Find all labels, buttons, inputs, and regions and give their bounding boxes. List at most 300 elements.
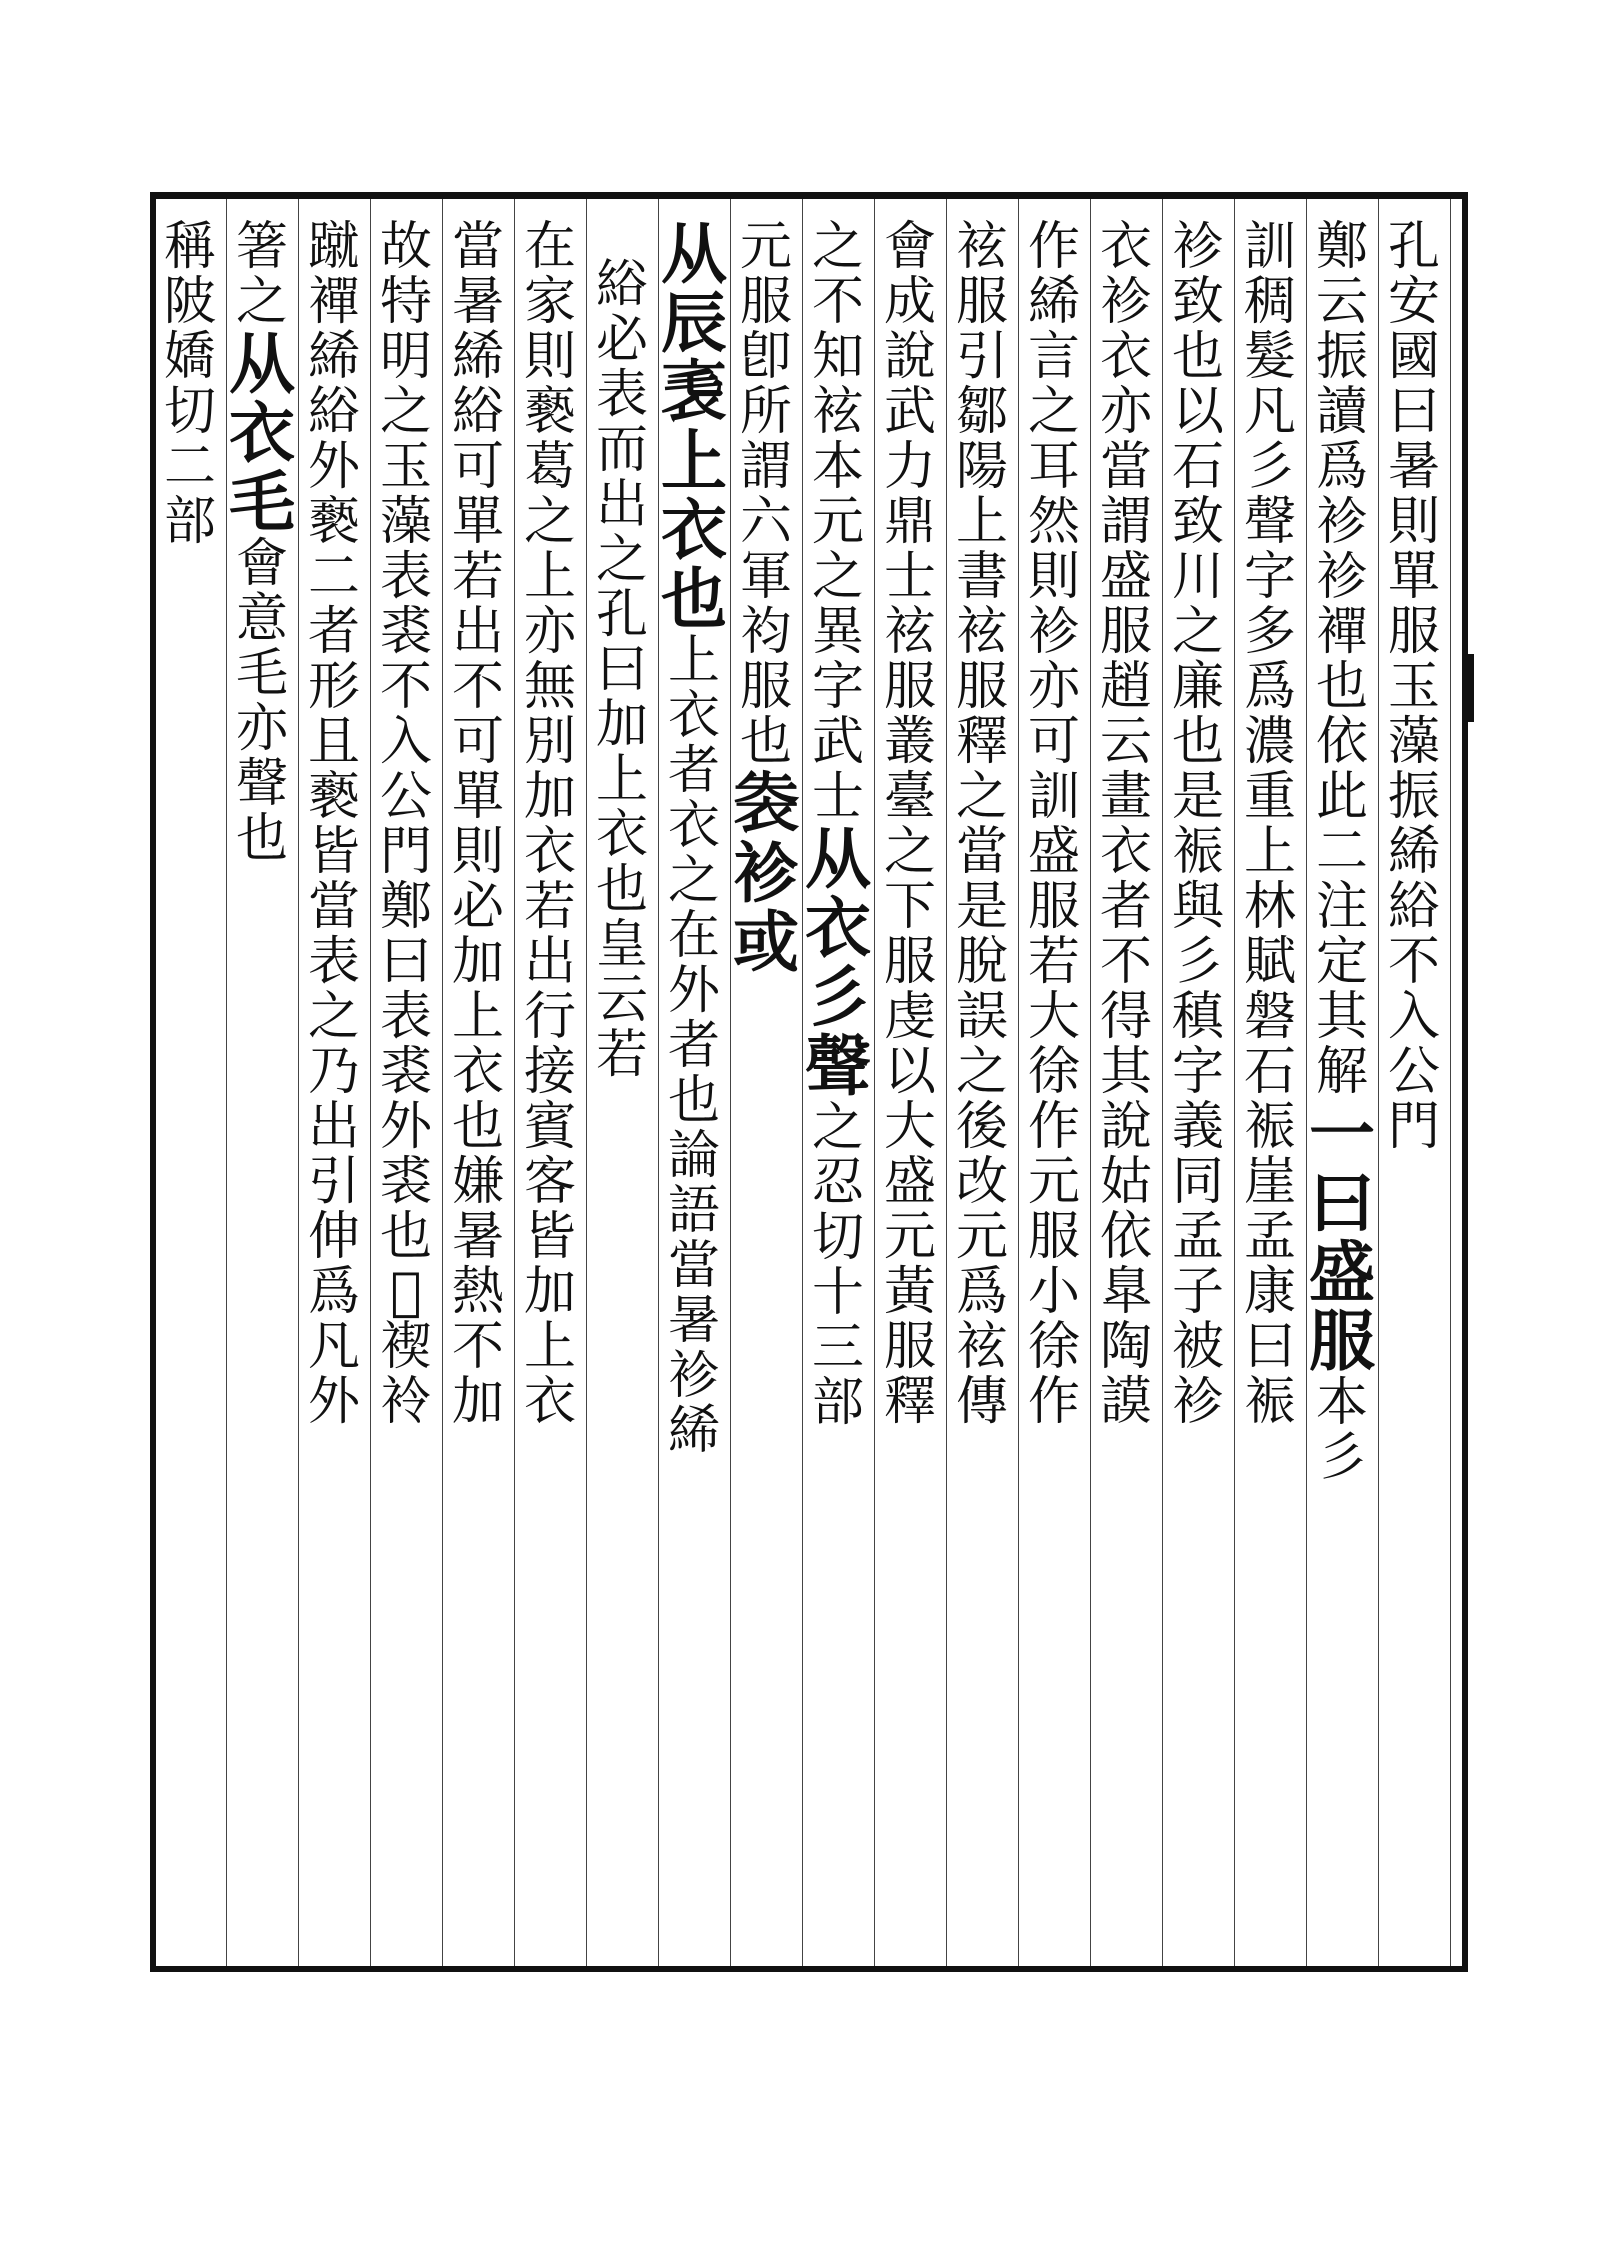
character: 此 <box>1315 767 1368 827</box>
character: 致 <box>1171 492 1224 552</box>
character: 姑 <box>1099 1152 1152 1212</box>
character: 部 <box>811 1373 864 1433</box>
character: 公 <box>1387 1042 1440 1102</box>
character: 脫 <box>955 932 1008 992</box>
character: 孟 <box>1243 1207 1296 1267</box>
character: 元 <box>955 1207 1008 1267</box>
character: 衣 <box>595 805 648 865</box>
character: 陶 <box>1099 1317 1152 1377</box>
character: 稠 <box>1243 272 1296 332</box>
character: 部 <box>163 492 216 552</box>
character: 振 <box>1315 327 1368 387</box>
column-rule <box>946 199 947 1966</box>
character: 論 <box>667 1126 720 1186</box>
character: 凡 <box>1243 382 1296 442</box>
character: 小 <box>1027 1262 1080 1322</box>
character: 公 <box>379 767 432 827</box>
character: 袊 <box>379 1372 432 1432</box>
character: 康 <box>1243 1262 1296 1322</box>
character: 表 <box>595 365 648 425</box>
character: 陽 <box>955 437 1008 497</box>
character: 袗 <box>1027 602 1080 662</box>
character: 大 <box>883 1097 936 1157</box>
character: 力 <box>883 437 936 497</box>
character: 謨 <box>1099 1372 1152 1432</box>
text-column <box>1096 217 1156 1432</box>
character: 之 <box>595 530 648 590</box>
text-column <box>1240 217 1300 1432</box>
character: 絺 <box>307 327 360 387</box>
character: 服 <box>955 657 1008 717</box>
character: 外 <box>307 1372 360 1432</box>
character: 切 <box>811 1208 864 1268</box>
character: 士 <box>883 547 936 607</box>
character: 改 <box>955 1152 1008 1212</box>
character: 袨 <box>955 217 1008 277</box>
character: 毛 <box>235 644 288 704</box>
character: 曰 <box>1309 1164 1375 1242</box>
character: 衣 <box>523 1372 576 1432</box>
character: 意 <box>235 589 288 649</box>
character: 川 <box>1171 547 1224 607</box>
character: 不 <box>451 657 504 717</box>
character: 表 <box>379 547 432 607</box>
character: 服 <box>1027 1207 1080 1267</box>
character: 石 <box>1171 437 1224 497</box>
character: 二 <box>163 437 216 497</box>
character: 之 <box>955 767 1008 827</box>
character: 之 <box>883 822 936 882</box>
character: 袗 <box>733 834 799 912</box>
character: 服 <box>1309 1302 1375 1380</box>
character: 若 <box>523 877 576 937</box>
character: 曰 <box>379 932 432 992</box>
character: 袨 <box>811 382 864 442</box>
character: 特 <box>379 272 432 332</box>
character: 下 <box>883 877 936 937</box>
character: 會 <box>235 534 288 594</box>
character: 解 <box>1315 1042 1368 1102</box>
character: 明 <box>379 327 432 387</box>
column-rule <box>298 199 299 1966</box>
character: 衣 <box>1099 327 1152 387</box>
character: 虔 <box>883 987 936 1047</box>
character: 也 <box>1171 712 1224 772</box>
character: 門 <box>1387 1097 1440 1157</box>
character: 髮 <box>1243 327 1296 387</box>
character: 聲 <box>1243 492 1296 552</box>
character: 上 <box>523 547 576 607</box>
character: 且 <box>307 712 360 772</box>
character: 者 <box>667 1016 720 1076</box>
character: 嬌 <box>163 327 216 387</box>
character: 外 <box>667 961 720 1021</box>
character: 六 <box>739 492 792 552</box>
character: 元 <box>811 492 864 552</box>
character: 爲 <box>307 1262 360 1322</box>
character: 也 <box>595 860 648 920</box>
character: 暑 <box>1387 437 1440 497</box>
character: 若 <box>451 547 504 607</box>
character: 藻 <box>1387 712 1440 772</box>
character: 接 <box>523 1042 576 1102</box>
text-column <box>448 217 508 1432</box>
character: 孔 <box>1387 217 1440 277</box>
character: 褉 <box>379 1317 432 1377</box>
character: 辰 <box>661 284 727 362</box>
character: 盛 <box>1027 822 1080 882</box>
column-rule <box>370 199 371 1966</box>
character: 是 <box>1171 767 1224 827</box>
character: 曰 <box>1387 382 1440 442</box>
character: 皆 <box>523 1207 576 1267</box>
character: 則 <box>1027 547 1080 607</box>
character: 袨 <box>955 602 1008 662</box>
character: 稹 <box>1171 987 1224 1047</box>
text-column <box>592 255 652 1085</box>
character: 絺 <box>667 1401 720 1461</box>
character: 不 <box>811 272 864 332</box>
character: 本 <box>1315 1373 1368 1433</box>
character: 袗 <box>1171 217 1224 277</box>
character: 加 <box>451 1372 504 1432</box>
character: 服 <box>1027 877 1080 937</box>
character: 孟 <box>1171 1207 1224 1267</box>
character: 裖 <box>1243 1372 1296 1432</box>
character: 賓 <box>523 1097 576 1157</box>
character: 石 <box>1243 1042 1296 1102</box>
character: 凡 <box>307 1317 360 1377</box>
character: 袨 <box>883 602 936 662</box>
character: 絺 <box>1027 272 1080 332</box>
character: 袗 <box>1315 492 1368 552</box>
character: 徐 <box>1027 1042 1080 1102</box>
character: 𧘝 <box>661 353 727 431</box>
character: 在 <box>667 906 720 966</box>
character: 孔 <box>595 585 648 645</box>
character: 注 <box>1315 877 1368 937</box>
character: 衣 <box>451 1042 504 1102</box>
character: 盛 <box>883 1152 936 1212</box>
character: 之 <box>235 272 288 332</box>
character: 皆 <box>307 822 360 882</box>
character: 義 <box>1171 1097 1224 1157</box>
character: 上 <box>451 987 504 1047</box>
character: 上 <box>661 422 727 500</box>
character: 之 <box>379 382 432 442</box>
character: 裘 <box>379 1152 432 1212</box>
character: 與 <box>1171 877 1224 937</box>
character: 單 <box>451 767 504 827</box>
character: 亦 <box>523 602 576 662</box>
character: 當 <box>955 822 1008 882</box>
text-column <box>1384 217 1444 1157</box>
character: 元 <box>739 217 792 277</box>
character: 釋 <box>883 1372 936 1432</box>
character: 上 <box>523 1317 576 1377</box>
character: 者 <box>667 741 720 801</box>
character: 臯 <box>1099 1262 1152 1322</box>
character: 袨 <box>955 1317 1008 1377</box>
character: 國 <box>1387 327 1440 387</box>
character: 也 <box>1315 657 1368 717</box>
character: 盛 <box>1309 1233 1375 1311</box>
character: 服 <box>883 1317 936 1377</box>
character: 必 <box>451 877 504 937</box>
character: 爲 <box>1315 437 1368 497</box>
character: 而 <box>595 420 648 480</box>
character: 衣 <box>661 491 727 569</box>
character: 門 <box>379 822 432 882</box>
character: 誤 <box>955 987 1008 1047</box>
character: 作 <box>1027 217 1080 277</box>
character: 服 <box>955 272 1008 332</box>
character: 上 <box>1243 822 1296 882</box>
character: 當 <box>667 1236 720 1296</box>
character: 袗 <box>1315 547 1368 607</box>
character: 之 <box>523 492 576 552</box>
character: 鄭 <box>1315 217 1368 277</box>
column-rule <box>658 199 659 1966</box>
character: 之 <box>811 217 864 277</box>
character: 裘 <box>379 1042 432 1102</box>
character: 引 <box>955 327 1008 387</box>
character: 武 <box>883 382 936 442</box>
character: 以 <box>883 1042 936 1102</box>
character: 是 <box>955 877 1008 937</box>
edge-tab <box>1462 654 1474 722</box>
character: 十 <box>811 1263 864 1323</box>
character: 衣 <box>523 822 576 882</box>
text-column <box>952 217 1012 1432</box>
character: 訓 <box>1243 217 1296 277</box>
character: 黃 <box>883 1262 936 1322</box>
character: 盛 <box>1099 547 1152 607</box>
character: 上 <box>955 492 1008 552</box>
character: 箸 <box>235 217 288 277</box>
column-rule <box>514 199 515 1966</box>
character: 鄭 <box>379 877 432 937</box>
character: 之 <box>1171 602 1224 662</box>
character: 字 <box>1243 547 1296 607</box>
character: 若 <box>595 1025 648 1085</box>
character: 嫌 <box>451 1152 504 1212</box>
character: 得 <box>1099 987 1152 1047</box>
text-column <box>661 215 727 1461</box>
character: 出 <box>307 1097 360 1157</box>
character: 上 <box>595 750 648 810</box>
character: 重 <box>1243 767 1296 827</box>
character: 爲 <box>955 1262 1008 1322</box>
character: 彡 <box>1315 1428 1368 1488</box>
character: 一 <box>1309 1095 1375 1173</box>
character: 也 <box>379 1207 432 1267</box>
character: 葛 <box>523 437 576 497</box>
character: 濃 <box>1243 712 1296 772</box>
character: 加 <box>523 1262 576 1322</box>
character: 服 <box>1099 602 1152 662</box>
character: 聲 <box>235 754 288 814</box>
character: 亦 <box>235 699 288 759</box>
character: 綌 <box>595 255 648 315</box>
character: 加 <box>451 932 504 992</box>
character: 服 <box>883 657 936 717</box>
character: 當 <box>451 217 504 277</box>
character: 則 <box>451 822 504 882</box>
character: 褻 <box>523 382 576 442</box>
character: 云 <box>595 970 648 1030</box>
character: 藻 <box>379 492 432 552</box>
character: 卽 <box>739 327 792 387</box>
text-column <box>733 217 799 981</box>
character: 皇 <box>595 915 648 975</box>
character: 訓 <box>1027 767 1080 827</box>
character: 崖 <box>1243 1152 1296 1212</box>
character: 服 <box>1387 602 1440 662</box>
column-rule <box>586 199 587 1966</box>
character: 入 <box>379 712 432 772</box>
character: 彡 <box>1171 932 1224 992</box>
character: 聲 <box>805 1027 871 1105</box>
character: 行 <box>523 987 576 1047</box>
character: 別 <box>523 712 576 772</box>
character: 褻 <box>307 767 360 827</box>
character: 袀 <box>739 602 792 662</box>
character: 會 <box>883 217 936 277</box>
text-column <box>1024 217 1084 1432</box>
character: 以 <box>1171 382 1224 442</box>
character: 衣 <box>667 796 720 856</box>
character: 忍 <box>811 1153 864 1213</box>
character: 賦 <box>1243 932 1296 992</box>
character: 玉 <box>1387 657 1440 717</box>
character: 異 <box>811 602 864 662</box>
character: 則 <box>1387 492 1440 552</box>
character: 不 <box>451 1317 504 1377</box>
character: 三 <box>811 1318 864 1378</box>
character: 云 <box>1099 712 1152 772</box>
character: 定 <box>1315 932 1368 992</box>
character: 亦 <box>1099 382 1152 442</box>
character: 士 <box>811 767 864 827</box>
character: 引 <box>307 1152 360 1212</box>
character: 作 <box>1027 1097 1080 1157</box>
character: 若 <box>1027 932 1080 992</box>
character: 本 <box>811 437 864 497</box>
character: 外 <box>379 1097 432 1157</box>
character: 則 <box>523 327 576 387</box>
character: 熱 <box>451 1262 504 1322</box>
character: 从 <box>805 820 871 898</box>
character: 暑 <box>667 1291 720 1351</box>
character: 也 <box>1171 327 1224 387</box>
character: 字 <box>811 657 864 717</box>
character: 毛 <box>229 463 295 541</box>
character: 語 <box>667 1181 720 1241</box>
character: 字 <box>1171 1042 1224 1102</box>
character: 襌 <box>307 272 360 332</box>
character: 讀 <box>1315 382 1368 442</box>
column-rule <box>1306 199 1307 1966</box>
character: 切 <box>163 382 216 442</box>
character: 其 <box>1315 987 1368 1047</box>
character: 說 <box>883 327 936 387</box>
text-column <box>805 217 871 1433</box>
character: 袗 <box>667 1346 720 1406</box>
character: 衣 <box>667 686 720 746</box>
character: 曰 <box>1243 1317 1296 1377</box>
character: 也 <box>739 712 792 772</box>
character: 上 <box>667 631 720 691</box>
character: 襌 <box>1315 602 1368 662</box>
character: 二 <box>1315 822 1368 882</box>
character: 說 <box>1099 1097 1152 1157</box>
column-rule <box>1378 199 1379 1966</box>
character: 林 <box>1243 877 1296 937</box>
column-rule <box>442 199 443 1966</box>
character: 伸 <box>307 1207 360 1267</box>
character: 不 <box>379 657 432 717</box>
character: 安 <box>1387 272 1440 332</box>
column-rule <box>874 199 875 1966</box>
column-rule <box>1090 199 1091 1966</box>
character: 作 <box>1027 1372 1080 1432</box>
character: 成 <box>883 272 936 332</box>
character: 綌 <box>451 382 504 442</box>
character: 表 <box>379 987 432 1047</box>
character: 之 <box>1027 382 1080 442</box>
character: 衣 <box>1099 822 1152 882</box>
character: 元 <box>1027 1152 1080 1212</box>
character: 出 <box>595 475 648 535</box>
column-rule <box>1162 199 1163 1966</box>
character: 曰 <box>595 640 648 700</box>
character: 云 <box>1315 272 1368 332</box>
character: 單 <box>1387 547 1440 607</box>
character: 衣 <box>1099 217 1152 277</box>
character: 形 <box>307 657 360 717</box>
character: 袗 <box>1171 1372 1224 1432</box>
character: 其 <box>1099 1042 1152 1102</box>
character: 也 <box>661 560 727 638</box>
character: 表 <box>307 932 360 992</box>
character: 裖 <box>1243 1097 1296 1157</box>
character: 後 <box>955 1097 1008 1157</box>
character: 磐 <box>1243 987 1296 1047</box>
character: 出 <box>523 932 576 992</box>
character: 也 <box>451 1097 504 1157</box>
character: 徐 <box>1027 1317 1080 1377</box>
text-column <box>229 217 295 869</box>
character: 當 <box>1099 437 1152 497</box>
character: 釋 <box>955 712 1008 772</box>
character: 鼎 <box>883 492 936 552</box>
column-rule <box>226 199 227 1966</box>
character: 也 <box>235 809 288 869</box>
character: 可 <box>451 437 504 497</box>
text-column <box>304 217 364 1432</box>
character: 謂 <box>739 437 792 497</box>
text-column <box>880 217 940 1432</box>
character: 乃 <box>307 1042 360 1102</box>
character: 無 <box>523 657 576 717</box>
character: 可 <box>1027 712 1080 772</box>
character: 裘 <box>379 602 432 662</box>
character: 致 <box>1171 272 1224 332</box>
character: 彡 <box>1243 437 1296 497</box>
character: 之 <box>955 1042 1008 1102</box>
text-column <box>1309 217 1375 1488</box>
